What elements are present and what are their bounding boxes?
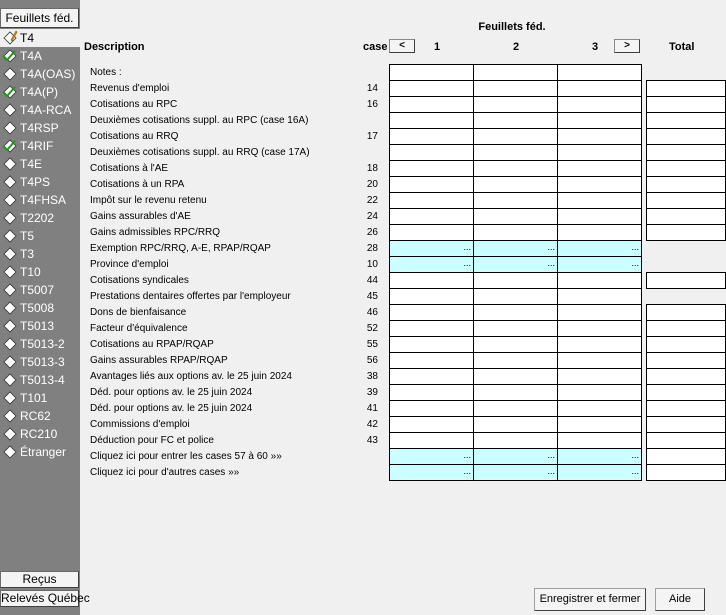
row-case-number: 46 xyxy=(366,307,378,318)
slip-2-input[interactable] xyxy=(473,256,558,273)
row-description: Gains assurables RPAP/RQAP xyxy=(90,355,228,366)
slip-2-input[interactable] xyxy=(473,160,558,177)
slip-row xyxy=(0,208,723,224)
total-cell xyxy=(646,80,726,97)
slip-row xyxy=(0,96,723,112)
slip-3-input[interactable] xyxy=(557,352,642,369)
row-case-number: 45 xyxy=(366,291,378,302)
row-case-number: 43 xyxy=(366,435,378,446)
total-cell xyxy=(646,384,726,401)
receipts-button[interactable]: Reçus xyxy=(0,571,79,588)
doc-check-icon xyxy=(2,48,17,64)
slip-row xyxy=(0,112,723,128)
slip-2-input[interactable] xyxy=(473,320,558,337)
slip-item-label: T5007 xyxy=(20,283,55,297)
save-and-close-button[interactable]: Enregistrer et fermer xyxy=(534,588,646,611)
doc-edit-icon xyxy=(2,30,17,46)
federal-slips-title: Feuillets féd. xyxy=(478,21,546,33)
slip-item-label: T4RIF xyxy=(20,139,54,153)
slip-row xyxy=(0,144,723,160)
row-case-number: 20 xyxy=(366,179,378,190)
row-case-number: 44 xyxy=(366,275,378,286)
slip-2-input[interactable] xyxy=(473,336,558,353)
row-description[interactable]: Cliquez ici pour entrer les cases 57 à 60 »» xyxy=(90,451,282,462)
slip-2-input[interactable] xyxy=(473,288,558,305)
slip-2-input[interactable] xyxy=(473,400,558,417)
row-description: Deuxièmes cotisations suppl. au RPC (case 16A) xyxy=(90,115,309,126)
slip-item-label: T4RSP xyxy=(20,121,59,135)
slip-item-label: T2202 xyxy=(20,211,55,225)
row-description: Commissions d'emploi xyxy=(90,419,190,430)
row-description: Exemption RPC/RRQ, A-E, RPAP/RQAP xyxy=(90,243,271,254)
slip-1-input[interactable] xyxy=(389,432,474,449)
slip-3-input[interactable] xyxy=(557,160,642,177)
row-description: Déduction pour FC et police xyxy=(90,435,214,446)
total-cell xyxy=(646,208,726,225)
slip-item-t4a[interactable] xyxy=(0,47,80,65)
slip-3-input[interactable] xyxy=(557,464,642,481)
row-description: Cotisations syndicales xyxy=(90,275,189,286)
slip-1-input[interactable] xyxy=(389,160,474,177)
slip-item-label: RC210 xyxy=(20,427,58,441)
row-description: Province d'emploi xyxy=(90,259,169,270)
slip-row xyxy=(0,320,723,336)
row-case-number: 52 xyxy=(366,323,378,334)
ellipsis-button[interactable]: ... xyxy=(631,466,639,476)
slip-2-input[interactable] xyxy=(473,144,558,161)
total-cell xyxy=(646,416,726,433)
slip-2-input[interactable] xyxy=(473,64,558,81)
slip-2-input[interactable] xyxy=(473,384,558,401)
slip-3-input[interactable] xyxy=(557,112,642,129)
slip-3-input[interactable] xyxy=(557,432,642,449)
slip-row xyxy=(0,304,723,320)
slip-3-input[interactable] xyxy=(557,80,642,97)
total-cell xyxy=(646,112,726,129)
ellipsis-button[interactable]: ... xyxy=(547,242,555,252)
row-description: Cotisations à l'AE xyxy=(90,163,169,174)
total-cell xyxy=(646,368,726,385)
slip-1-input[interactable] xyxy=(389,464,474,481)
row-case-number: 38 xyxy=(366,371,378,382)
total-cell xyxy=(646,144,726,161)
slip-3-input[interactable] xyxy=(557,224,642,241)
slip-1-input[interactable] xyxy=(389,64,474,81)
slip-row xyxy=(0,64,723,80)
slip-2-input[interactable] xyxy=(473,240,558,257)
slip-3-input[interactable] xyxy=(557,176,642,193)
slip-3-input[interactable] xyxy=(557,368,642,385)
row-case-number: 28 xyxy=(366,243,378,254)
slip-row xyxy=(0,384,723,400)
slip-row xyxy=(0,368,723,384)
row-case-number: 56 xyxy=(366,355,378,366)
row-case-number: 24 xyxy=(366,211,378,222)
slip-1-input[interactable] xyxy=(389,144,474,161)
slip-1-input[interactable] xyxy=(389,80,474,97)
slip-1-input[interactable] xyxy=(389,336,474,353)
row-description: Impôt sur le revenu retenu xyxy=(90,195,207,206)
ellipsis-button[interactable]: ... xyxy=(547,466,555,476)
slip-1-input[interactable] xyxy=(389,112,474,129)
quebec-slips-button[interactable]: Relevés Québec xyxy=(1,591,90,605)
slip-1-input[interactable] xyxy=(389,224,474,241)
slip-item-label: T5013-4 xyxy=(20,373,65,387)
slip-row xyxy=(0,416,723,432)
row-case-number: 16 xyxy=(366,99,378,110)
slip-row xyxy=(0,288,723,304)
slip-2-input[interactable] xyxy=(473,128,558,145)
slip-1-input[interactable] xyxy=(389,176,474,193)
slip-row xyxy=(0,336,723,352)
ellipsis-button[interactable]: ... xyxy=(631,242,639,252)
next-slip-button[interactable]: > xyxy=(614,39,640,53)
slip-1-input[interactable] xyxy=(389,288,474,305)
total-cell xyxy=(646,176,726,193)
slip-1-input[interactable] xyxy=(389,448,474,465)
row-case-number: 39 xyxy=(366,387,378,398)
row-description: Cotisations au RPAP/RQAP xyxy=(90,339,214,350)
row-description: Revenus d'emploi xyxy=(90,83,170,94)
row-case-number: 26 xyxy=(366,227,378,238)
slip-row xyxy=(0,160,723,176)
slip-1-input[interactable] xyxy=(389,400,474,417)
slip-3-input[interactable] xyxy=(557,400,642,417)
slip-2-input[interactable] xyxy=(473,80,558,97)
row-case-number: 10 xyxy=(366,259,378,270)
slip-1-input[interactable] xyxy=(389,240,474,257)
slip-item-label: T5 xyxy=(20,229,35,243)
slip-row xyxy=(0,176,723,192)
slip-item-label: T4PS xyxy=(20,175,51,189)
slip-2-input[interactable] xyxy=(473,432,558,449)
slip-1-input[interactable] xyxy=(389,128,474,145)
ellipsis-button[interactable]: ... xyxy=(463,258,471,268)
slip-2-input[interactable] xyxy=(473,112,558,129)
slip-3-input[interactable] xyxy=(557,256,642,273)
slip-item-label: RC62 xyxy=(20,409,51,423)
slip-1-input[interactable] xyxy=(389,256,474,273)
slip-2-input[interactable] xyxy=(473,448,558,465)
slip-row xyxy=(0,448,723,464)
slip-row xyxy=(0,272,723,288)
slip-3-input[interactable] xyxy=(557,384,642,401)
slip-3-input[interactable] xyxy=(557,208,642,225)
slip-item-label: T4A(OAS) xyxy=(20,67,76,81)
slip-row xyxy=(0,400,723,416)
slip-row xyxy=(0,240,723,256)
row-case-number: 55 xyxy=(366,339,378,350)
slip-row xyxy=(0,224,723,240)
total-cell xyxy=(646,272,726,289)
total-cell xyxy=(646,448,726,465)
row-case-number: 42 xyxy=(366,419,378,430)
row-description[interactable]: Cliquez ici pour d'autres cases »» xyxy=(90,467,240,478)
slip-item-label: T3 xyxy=(20,247,35,261)
total-cell xyxy=(646,128,726,145)
slip-1-input[interactable] xyxy=(389,304,474,321)
case-header: case xyxy=(363,41,388,53)
slip-3-input[interactable] xyxy=(557,240,642,257)
slip-3-input[interactable] xyxy=(557,288,642,305)
slip-item-label: T4 xyxy=(20,31,35,45)
slip-item-label: Étranger xyxy=(20,445,67,459)
slip-1-input[interactable] xyxy=(389,320,474,337)
slip-row xyxy=(0,128,723,144)
ellipsis-button[interactable]: ... xyxy=(547,450,555,460)
slip-item-label: T4A xyxy=(20,49,43,63)
total-cell xyxy=(646,400,726,417)
row-description: Facteur d'équivalence xyxy=(90,323,188,334)
total-cell xyxy=(646,336,726,353)
row-description: Déd. pour options av. le 25 juin 2024 xyxy=(90,403,253,414)
slip-2-input[interactable] xyxy=(473,416,558,433)
slip-3-input[interactable] xyxy=(557,272,642,289)
description-header: Description xyxy=(84,41,145,53)
row-description: Cotisations au RRQ xyxy=(90,131,179,142)
slip-1-input[interactable] xyxy=(389,352,474,369)
total-cell xyxy=(646,96,726,113)
total-cell xyxy=(646,192,726,209)
slip-3-input[interactable] xyxy=(557,192,642,209)
total-cell xyxy=(646,160,726,177)
row-description: Dons de bienfaisance xyxy=(90,307,187,318)
slip-3-input[interactable] xyxy=(557,128,642,145)
row-description: Prestations dentaires offertes par l'employeur xyxy=(90,291,291,302)
row-description: Deuxièmes cotisations suppl. au RRQ (case 17A) xyxy=(90,147,310,158)
row-case-number: 17 xyxy=(366,131,378,142)
ellipsis-button[interactable]: ... xyxy=(631,258,639,268)
slip-row xyxy=(0,80,723,96)
row-description: Déd. pour options av. le 25 juin 2024 xyxy=(90,387,253,398)
slip-3-input[interactable] xyxy=(557,304,642,321)
slip-row xyxy=(0,192,723,208)
column-1-header: 1 xyxy=(433,41,441,53)
slip-1-input[interactable] xyxy=(389,416,474,433)
total-header: Total xyxy=(669,41,695,53)
slip-item-label: T5008 xyxy=(20,301,55,315)
row-description: Gains assurables d'AE xyxy=(90,211,191,222)
slip-2-input[interactable] xyxy=(473,304,558,321)
total-cell xyxy=(646,432,726,449)
column-3-header: 3 xyxy=(591,41,599,53)
row-case-number: 18 xyxy=(366,163,378,174)
slip-1-input[interactable] xyxy=(389,368,474,385)
row-case-number: 22 xyxy=(366,195,378,206)
slip-2-input[interactable] xyxy=(473,176,558,193)
slip-item-label: T5013-2 xyxy=(20,337,65,351)
row-case-number: 14 xyxy=(366,83,378,94)
slip-row xyxy=(0,464,723,480)
column-2-header: 2 xyxy=(512,41,520,53)
slip-3-input[interactable] xyxy=(557,336,642,353)
slip-row xyxy=(0,352,723,368)
slip-1-input[interactable] xyxy=(389,208,474,225)
slip-2-input[interactable] xyxy=(473,192,558,209)
slip-2-input[interactable] xyxy=(473,224,558,241)
slip-2-input[interactable] xyxy=(473,352,558,369)
slip-2-input[interactable] xyxy=(473,464,558,481)
previous-slip-button[interactable]: < xyxy=(389,39,415,53)
row-description: Cotisations à un RPA xyxy=(90,179,185,190)
ellipsis-button[interactable]: ... xyxy=(547,258,555,268)
slip-3-input[interactable] xyxy=(557,64,642,81)
ellipsis-button[interactable]: ... xyxy=(463,450,471,460)
total-cell xyxy=(646,464,726,481)
total-cell xyxy=(646,320,726,337)
row-description: Notes : xyxy=(90,67,122,78)
total-cell xyxy=(646,304,726,321)
ellipsis-button[interactable]: ... xyxy=(463,466,471,476)
slip-2-input[interactable] xyxy=(473,96,558,113)
slip-1-input[interactable] xyxy=(389,384,474,401)
slip-2-input[interactable] xyxy=(473,208,558,225)
slip-item-label: T4A-RCA xyxy=(20,103,72,117)
slip-3-input[interactable] xyxy=(557,416,642,433)
row-case-number: 41 xyxy=(366,403,378,414)
slip-2-input[interactable] xyxy=(473,368,558,385)
slip-item-label: T5013-3 xyxy=(20,355,65,369)
slip-item-t4[interactable] xyxy=(0,29,80,47)
slip-row xyxy=(0,432,723,448)
row-description: Avantages liés aux options av. le 25 juin 2024 xyxy=(90,371,292,382)
slip-2-input[interactable] xyxy=(473,272,558,289)
slip-item-label: T4E xyxy=(20,157,43,171)
ellipsis-button[interactable]: ... xyxy=(463,242,471,252)
total-cell xyxy=(646,224,726,241)
slip-1-input[interactable] xyxy=(389,96,474,113)
slip-item-label: T101 xyxy=(20,391,48,405)
slip-row xyxy=(0,256,723,272)
slip-item-label: T4A(P) xyxy=(20,85,59,99)
slip-1-input[interactable] xyxy=(389,192,474,209)
federal-slips-tab[interactable]: Feuillets féd. xyxy=(0,8,79,28)
row-description: Gains admissibles RPC/RRQ xyxy=(90,227,221,238)
row-description: Cotisations au RPC xyxy=(90,99,178,110)
slip-3-input[interactable] xyxy=(557,144,642,161)
total-cell xyxy=(646,352,726,369)
slip-1-input[interactable] xyxy=(389,272,474,289)
slip-item-label: T4FHSA xyxy=(20,193,67,207)
ellipsis-button[interactable]: ... xyxy=(631,450,639,460)
slip-3-input[interactable] xyxy=(557,448,642,465)
slip-3-input[interactable] xyxy=(557,320,642,337)
slip-item-label: T5013 xyxy=(20,319,55,333)
slip-3-input[interactable] xyxy=(557,96,642,113)
help-button[interactable]: Aide xyxy=(655,588,705,611)
slip-item-label: T10 xyxy=(20,265,41,279)
